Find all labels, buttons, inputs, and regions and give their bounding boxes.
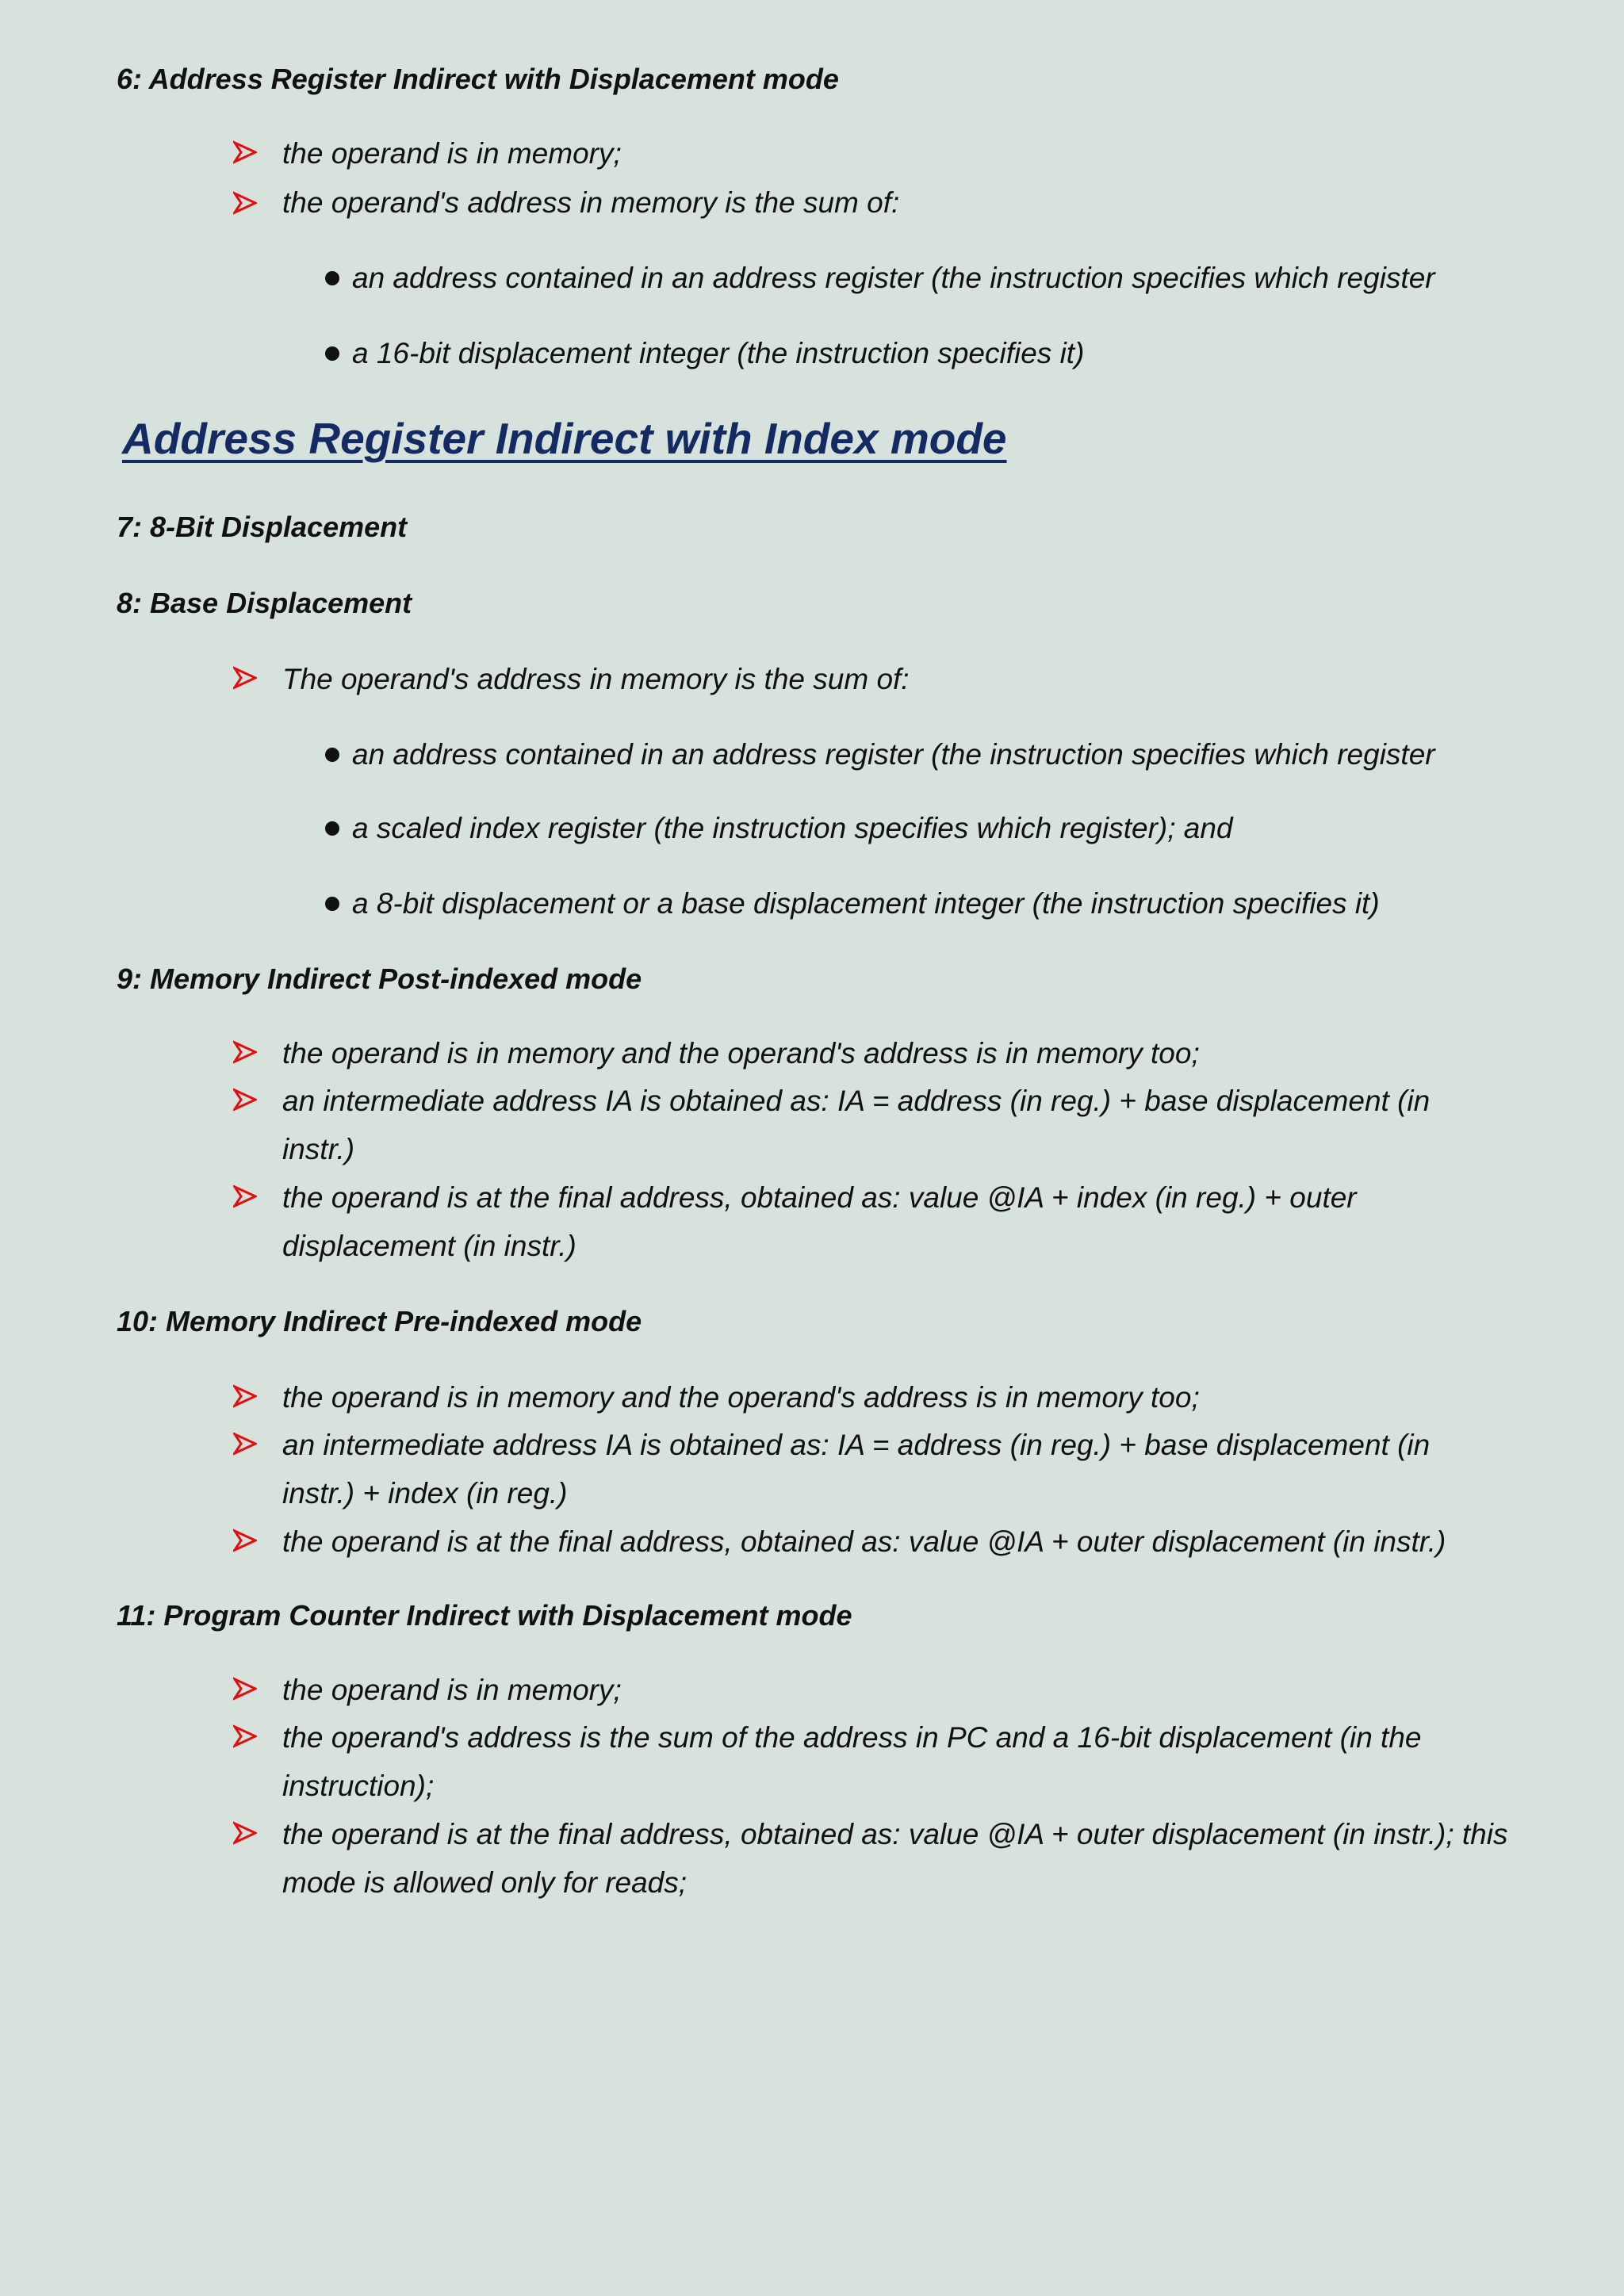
list-item-text: an intermediate address IA is obtained as: IA = address (in reg.) + base displacement (in instr.) xyxy=(282,1085,1431,1165)
section-7-heading: 7: 8-Bit Displacement xyxy=(117,511,408,543)
dot-bullet-icon xyxy=(325,346,339,361)
list-item-text: the operand's address is the sum of the address in PC and a 16-bit displacement (in the instruction); xyxy=(282,1721,1422,1802)
sub-list-item-text: an address contained in an address register (the instruction specifies which register xyxy=(352,262,1435,294)
section-9-heading: 9: Memory Indirect Post-indexed mode xyxy=(117,962,642,995)
dot-bullet-icon xyxy=(325,271,339,285)
arrow-bullet-icon xyxy=(233,1724,257,1748)
list-item-text: an intermediate address IA is obtained as: IA = address (in reg.) + base displacement (in instr.) + index (in reg.) xyxy=(282,1429,1431,1510)
list-item-text: the operand's address in memory is the sum of: xyxy=(282,186,900,219)
list-item-text: the operand is in memory and the operand's address is in memory too; xyxy=(282,1381,1200,1414)
arrow-bullet-icon xyxy=(233,191,257,215)
arrow-bullet-icon xyxy=(233,1432,257,1456)
sub-list-item-text: an address contained in an address register (the instruction specifies which register xyxy=(352,738,1435,771)
dot-bullet-icon xyxy=(325,821,339,836)
sub-list-item-text: a scaled index register (the instruction specifies which register); and xyxy=(352,812,1233,844)
sub-list-item-text: a 8-bit displacement or a base displacement integer (the instruction specifies it) xyxy=(352,887,1380,920)
section-11-heading: 11: Program Counter Indirect with Displacement mode xyxy=(117,1599,852,1632)
page-title: Address Register Indirect with Index mode xyxy=(122,414,1007,463)
arrow-bullet-icon xyxy=(233,1677,257,1701)
list-item-text: the operand is at the final address, obtained as: value @IA + outer displacement (in instr.); this mode is allowed only for reads; xyxy=(282,1818,1508,1899)
dot-bullet-icon xyxy=(325,897,339,911)
arrow-bullet-icon xyxy=(233,1384,257,1408)
arrow-bullet-icon xyxy=(233,1040,257,1064)
list-item-text: The operand's address in memory is the sum of: xyxy=(282,663,910,695)
arrow-bullet-icon xyxy=(233,140,257,164)
list-item-text: the operand is in memory; xyxy=(282,137,622,170)
dot-bullet-icon xyxy=(325,748,339,762)
section-10-heading: 10: Memory Indirect Pre-indexed mode xyxy=(117,1305,642,1337)
list-item-text: the operand is at the final address, obtained as: value @IA + index (in reg.) + outer displacement (in instr.) xyxy=(282,1181,1357,1262)
arrow-bullet-icon xyxy=(233,1529,257,1552)
section-8-heading: 8: Base Displacement xyxy=(117,587,412,619)
list-item-text: the operand is at the final address, obtained as: value @IA + outer displacement (in instr.) xyxy=(282,1525,1446,1558)
arrow-bullet-icon xyxy=(233,1821,257,1845)
section-6-heading: 6: Address Register Indirect with Displacement mode xyxy=(117,63,839,95)
arrow-bullet-icon xyxy=(233,1184,257,1208)
sub-list-item-text: a 16-bit displacement integer (the instruction specifies it) xyxy=(352,337,1085,369)
arrow-bullet-icon xyxy=(233,666,257,690)
list-item-text: the operand is in memory and the operand's address is in memory too; xyxy=(282,1037,1200,1070)
list-item-text: the operand is in memory; xyxy=(282,1674,622,1706)
arrow-bullet-icon xyxy=(233,1088,257,1112)
